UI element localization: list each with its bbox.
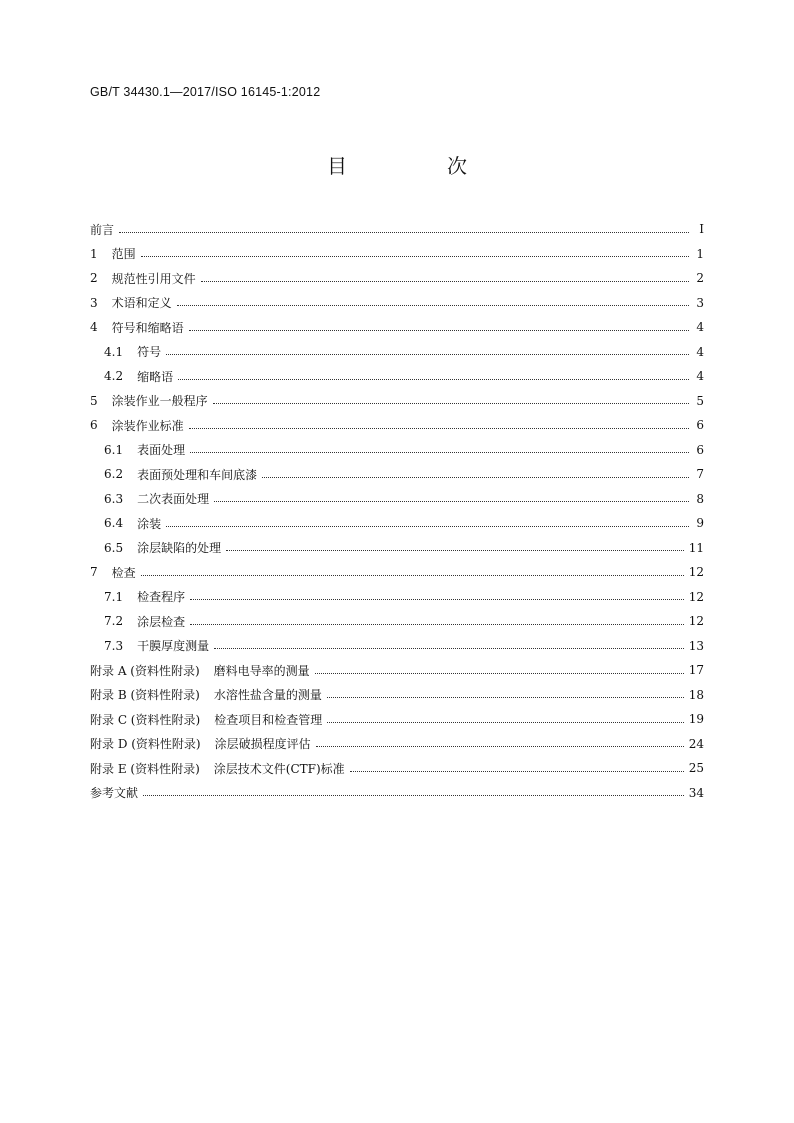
toc-entry-page: 17 — [688, 663, 704, 678]
toc-entry[interactable] — [90, 340, 704, 365]
toc-entry-label — [90, 245, 136, 262]
dot-leader — [190, 452, 689, 453]
dot-leader — [327, 697, 684, 698]
toc-entry-number: 6.1 — [104, 442, 124, 457]
dot-leader — [214, 501, 689, 502]
dot-leader — [315, 673, 684, 674]
dot-leader — [141, 575, 684, 576]
toc-entry-page: 7 — [696, 467, 704, 482]
dot-leader — [214, 648, 684, 649]
toc-entry-title: 表面处理 — [137, 443, 186, 458]
toc-entry-label — [90, 784, 138, 801]
standard-code: GB/T 34430.1—2017/ISO 16145-1:2012 — [90, 85, 321, 99]
toc-entry-title: 缩略语 — [137, 369, 174, 384]
toc-entry[interactable] — [90, 413, 704, 438]
toc-entry-page: 12 — [688, 589, 704, 604]
toc-entry-number: 4.1 — [104, 344, 124, 359]
toc-entry-label — [90, 343, 161, 360]
toc-entry-label — [90, 368, 173, 385]
toc-entry-number: 6.3 — [104, 491, 124, 506]
toc-entry-number: 4 — [90, 320, 98, 335]
toc-entry-label — [90, 417, 184, 434]
toc-entry[interactable] — [90, 364, 704, 389]
dot-leader — [143, 795, 684, 796]
toc-entry[interactable] — [90, 511, 704, 536]
dot-leader — [350, 771, 684, 772]
toc-entry-title: 检查项目和检查管理 — [214, 712, 323, 727]
toc-entry-page: 4 — [696, 320, 704, 335]
toc-entry-label — [90, 564, 136, 581]
toc-entry[interactable] — [90, 242, 704, 267]
toc-entry-label — [90, 711, 322, 728]
toc-entry-title: 二次表面处理 — [137, 492, 210, 507]
toc-entry[interactable] — [90, 217, 704, 242]
toc-entry-page: Ⅰ — [699, 222, 704, 237]
toc-entry[interactable] — [90, 683, 704, 708]
toc-entry[interactable] — [90, 658, 704, 683]
toc-entry-label — [90, 441, 185, 458]
toc-entry[interactable] — [90, 707, 704, 732]
toc-entry-number: 附录 A (资料性附录) — [90, 663, 200, 678]
toc-entry-title: 干膜厚度测量 — [137, 639, 210, 654]
toc-entry[interactable] — [90, 634, 704, 659]
dot-leader — [213, 403, 689, 404]
toc-entry[interactable] — [90, 438, 704, 463]
toc-entry-title: 涂装 — [137, 516, 162, 531]
dot-leader — [119, 232, 689, 233]
toc-entry-label — [90, 270, 196, 287]
toc-entry-page: 4 — [696, 344, 704, 359]
toc-entry-title: 水溶性盐含量的测量 — [213, 688, 322, 703]
toc-entry-page: 34 — [688, 785, 704, 800]
toc-entry-title: 磨料电导率的测量 — [213, 663, 310, 678]
toc-entry[interactable] — [90, 315, 704, 340]
dot-leader — [178, 379, 689, 380]
toc-entry-number: 1 — [90, 246, 98, 261]
dot-leader — [141, 256, 689, 257]
toc-entry-title: 术语和定义 — [111, 296, 172, 311]
toc-entry-number: 5 — [90, 393, 98, 408]
toc-entry[interactable] — [90, 756, 704, 781]
toc-entry-label — [90, 319, 184, 336]
toc-entry-label — [90, 613, 185, 630]
toc-entry[interactable] — [90, 781, 704, 806]
toc-entry-title: 前言 — [90, 222, 115, 237]
toc-entry[interactable] — [90, 585, 704, 610]
toc-entry[interactable] — [90, 609, 704, 634]
toc-entry-page: 12 — [688, 614, 704, 629]
toc-entry-number: 4.2 — [104, 369, 124, 384]
toc-entry-label — [90, 490, 209, 507]
toc-entry[interactable] — [90, 732, 704, 757]
dot-leader — [166, 526, 689, 527]
toc-entry-title: 涂层检查 — [137, 614, 186, 629]
toc-entry-label — [90, 662, 310, 679]
toc-entry[interactable] — [90, 389, 704, 414]
toc-entry-title: 表面预处理和车间底漆 — [137, 467, 258, 482]
toc-entry-page: 9 — [696, 516, 704, 531]
toc-entry-title: 范围 — [111, 247, 136, 262]
toc-entry-label — [90, 294, 172, 311]
toc-entry-number: 6 — [90, 418, 98, 433]
toc-entry-page: 2 — [696, 271, 704, 286]
toc-entry-number: 附录 B (资料性附录) — [90, 688, 200, 703]
toc-entry-label — [90, 221, 114, 238]
toc-entry[interactable] — [90, 487, 704, 512]
toc-entry[interactable] — [90, 462, 704, 487]
table-of-contents — [90, 217, 704, 805]
toc-entry-page: 1 — [696, 246, 704, 261]
dot-leader — [177, 305, 689, 306]
page-title: 目 次 — [327, 154, 507, 178]
dot-leader — [189, 330, 689, 331]
dot-leader — [327, 722, 684, 723]
toc-entry-label — [90, 466, 257, 483]
toc-entry[interactable] — [90, 536, 704, 561]
toc-entry-page: 24 — [688, 736, 704, 751]
toc-entry-number: 7 — [90, 565, 98, 580]
toc-entry-title: 检查程序 — [137, 590, 186, 605]
toc-entry-page: 6 — [696, 418, 704, 433]
toc-entry-label — [90, 686, 322, 703]
toc-entry-page: 25 — [688, 761, 704, 776]
toc-entry-title: 涂层缺陷的处理 — [137, 541, 222, 556]
toc-entry-number: 附录 E (资料性附录) — [90, 761, 200, 776]
toc-entry-title: 参考文献 — [90, 786, 139, 801]
toc-entry[interactable] — [90, 560, 704, 585]
toc-entry-page: 4 — [696, 369, 704, 384]
dot-leader — [189, 428, 689, 429]
toc-entry-page: 11 — [688, 540, 704, 555]
toc-entry-number: 7.1 — [104, 589, 124, 604]
dot-leader — [190, 599, 684, 600]
dot-leader — [166, 354, 689, 355]
dot-leader — [201, 281, 689, 282]
toc-entry-number: 6.5 — [104, 540, 124, 555]
toc-entry-title: 检查 — [111, 565, 136, 580]
toc-entry-number: 7.2 — [104, 614, 124, 629]
toc-entry-title: 涂装作业一般程序 — [111, 394, 208, 409]
dot-leader — [226, 550, 684, 551]
toc-entry-number: 附录 D (资料性附录) — [90, 737, 201, 752]
toc-entry-page: 18 — [688, 687, 704, 702]
toc-entry-label — [90, 588, 185, 605]
toc-entry-label — [90, 760, 345, 777]
toc-entry-number: 2 — [90, 271, 98, 286]
toc-entry-number: 7.3 — [104, 638, 124, 653]
toc-entry-title: 涂层技术文件(CTF)标准 — [213, 761, 345, 776]
toc-entry-page: 8 — [696, 491, 704, 506]
toc-entry-label — [90, 735, 311, 752]
toc-entry-title: 规范性引用文件 — [111, 271, 196, 286]
toc-entry-number: 3 — [90, 295, 98, 310]
toc-entry-title: 符号和缩略语 — [111, 320, 184, 335]
dot-leader — [190, 624, 684, 625]
toc-entry-number: 附录 C (资料性附录) — [90, 712, 201, 727]
toc-entry-page: 6 — [696, 442, 704, 457]
toc-entry-title: 涂层破损程度评估 — [214, 737, 311, 752]
toc-entry-page: 12 — [688, 565, 704, 580]
toc-entry-label — [90, 637, 209, 654]
dot-leader — [262, 477, 689, 478]
toc-entry-page: 5 — [696, 393, 704, 408]
toc-entry-label — [90, 539, 221, 556]
toc-entry-page: 19 — [688, 712, 704, 727]
toc-entry-label — [90, 392, 208, 409]
toc-entry-title: 涂装作业标准 — [111, 418, 184, 433]
toc-entry[interactable] — [90, 291, 704, 316]
toc-entry-page: 13 — [688, 638, 704, 653]
toc-entry-label — [90, 515, 161, 532]
toc-entry-number: 6.4 — [104, 516, 124, 531]
dot-leader — [316, 746, 684, 747]
toc-entry-number: 6.2 — [104, 467, 124, 482]
toc-entry[interactable] — [90, 266, 704, 291]
toc-entry-page: 3 — [696, 295, 704, 310]
toc-entry-title: 符号 — [137, 345, 162, 360]
